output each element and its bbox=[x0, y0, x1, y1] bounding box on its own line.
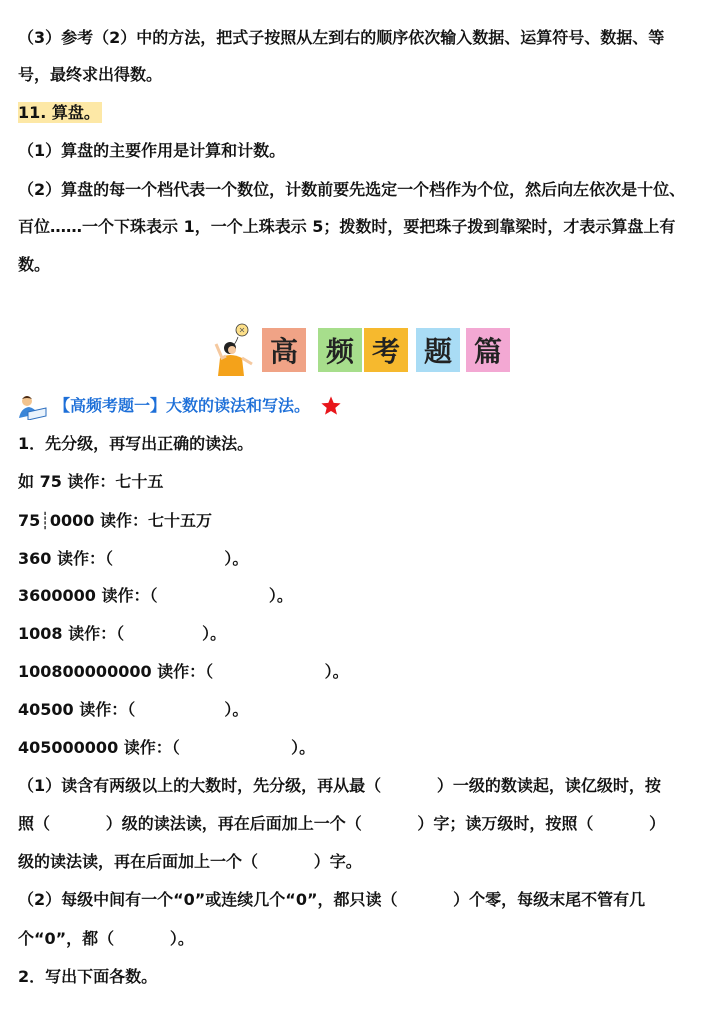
student-reading-icon bbox=[16, 394, 48, 420]
abacus-point-1: （1）算盘的主要作用是计算和计数。 bbox=[18, 141, 286, 160]
q1-example-1: 如 75 读作：七十五 bbox=[18, 472, 164, 491]
q1-item-1: 360 读作：（ ）。 bbox=[18, 549, 249, 568]
q1-item-3: 1008 读作：（ ）。 bbox=[18, 624, 227, 643]
star-icon bbox=[320, 395, 342, 417]
q1-rule-1-line-1: （1）读含有两级以上的大数时，先分级，再从最（ ）一级的数读起，读亿级时，按 bbox=[18, 776, 661, 795]
banner-char-4 bbox=[416, 328, 460, 372]
section-header bbox=[16, 394, 376, 420]
banner-char-1 bbox=[262, 328, 306, 372]
abacus-heading-text: 11. 算盘。 bbox=[18, 103, 100, 122]
q1-item-6: 405000000 读作：（ ）。 bbox=[18, 738, 316, 757]
abacus-point-2-line-1: （2）算盘的每一个档代表一个数位，计数前要先选定一个档作为个位，然后向左依次是十位、 bbox=[18, 180, 686, 199]
q2-heading: 2．写出下面各数。 bbox=[18, 967, 158, 986]
q1-example-2: 75┊0000 读作：七十五万 bbox=[18, 511, 213, 530]
q1-rule-1-line-2: 照（ ）级的读法读，再在后面加上一个（ ）字；读万级时，按照（ ） bbox=[18, 814, 666, 833]
q1-item-2: 3600000 读作：（ ）。 bbox=[18, 586, 293, 605]
banner-char-5 bbox=[466, 328, 510, 372]
banner-char-2 bbox=[318, 328, 362, 372]
intro-line-2: 号，最终求出得数。 bbox=[18, 65, 163, 84]
q1-rule-2-line-2: 个“0”，都（ ）。 bbox=[18, 929, 194, 948]
abacus-point-2-line-2: 百位……一个下珠表示 1，一个上珠表示 5；拨数时，要把珠子拨到靠梁时，才表示算盘上有 bbox=[18, 217, 676, 236]
banner-char-4-text: 题 bbox=[423, 335, 452, 368]
section-banner bbox=[208, 322, 518, 378]
abacus-point-2-line-3: 数。 bbox=[18, 255, 51, 274]
abacus-heading bbox=[18, 103, 102, 123]
q1-rule-1-line-3: 级的读法读，再在后面加上一个（ ）字。 bbox=[18, 852, 362, 871]
star-shape bbox=[321, 396, 340, 414]
section-title: 【高频考题一】大数的读法和写法。 bbox=[54, 396, 311, 415]
banner-char-1-text: 高 bbox=[269, 335, 298, 368]
thinking-person-illustration bbox=[208, 322, 258, 378]
q1-item-5: 40500 读作：（ ）。 bbox=[18, 700, 249, 719]
banner-char-3 bbox=[364, 328, 408, 372]
banner-char-2-text: 频 bbox=[325, 335, 354, 368]
q1-rule-2-line-1: （2）每级中间有一个“0”或连续几个“0”，都只读（ ）个零，每级末尾不管有几 bbox=[18, 890, 646, 909]
q1-item-4: 100800000000 读作：（ ）。 bbox=[18, 662, 349, 681]
banner-char-3-text: 考 bbox=[371, 335, 400, 368]
banner-char-5-text: 篇 bbox=[473, 335, 502, 368]
q1-heading: 1．先分级，再写出正确的读法。 bbox=[18, 434, 254, 453]
intro-line-1: （3）参考（2）中的方法，把式子按照从左到右的顺序依次输入数据、运算符号、数据、等 bbox=[18, 28, 665, 47]
